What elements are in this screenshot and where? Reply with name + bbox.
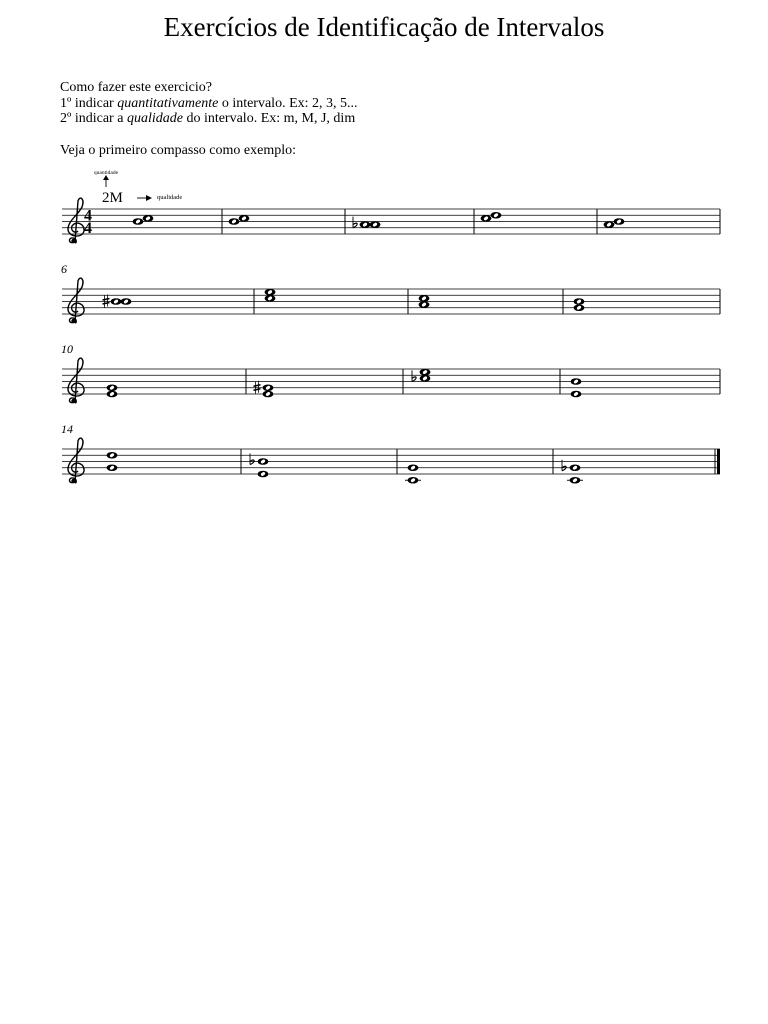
treble-clef-icon bbox=[68, 358, 84, 403]
page-title: Exercícios de Identificação de Intervalos bbox=[163, 12, 605, 42]
treble-clef-icon bbox=[68, 278, 84, 323]
staff-system bbox=[62, 369, 720, 394]
staff-system bbox=[62, 449, 720, 474]
whole-note bbox=[420, 375, 431, 382]
treble-clef-stroke bbox=[68, 358, 84, 403]
whole-note bbox=[107, 452, 118, 459]
whole-note bbox=[419, 295, 430, 302]
whole-note bbox=[614, 218, 625, 225]
treble-clef-dot bbox=[71, 319, 75, 323]
treble-clef-icon bbox=[68, 198, 84, 243]
whole-note bbox=[265, 289, 276, 296]
whole-note bbox=[570, 464, 581, 471]
whole-note bbox=[265, 295, 276, 302]
treble-clef-stroke bbox=[68, 438, 84, 483]
sharp-icon bbox=[254, 381, 261, 394]
whole-note bbox=[408, 464, 419, 471]
whole-note bbox=[360, 221, 371, 228]
whole-note bbox=[574, 298, 585, 305]
whole-note bbox=[571, 391, 582, 398]
annotation-quantity: quantidade bbox=[93, 170, 119, 176]
measure-number: 14 bbox=[61, 422, 73, 436]
whole-note bbox=[574, 304, 585, 311]
instructions-question: Como fazer este exercicio? bbox=[60, 80, 212, 95]
flat-bowl bbox=[353, 223, 357, 228]
flat-bowl bbox=[250, 460, 254, 465]
whole-note bbox=[239, 215, 250, 222]
measure-number: 6 bbox=[61, 262, 67, 276]
sharp-icon bbox=[103, 295, 110, 308]
time-signature-denominator: 4 bbox=[84, 220, 92, 237]
flat-icon bbox=[412, 370, 416, 381]
whole-note bbox=[258, 471, 269, 478]
flat-bowl bbox=[412, 377, 416, 382]
whole-note bbox=[133, 218, 144, 225]
whole-note bbox=[258, 458, 269, 465]
whole-note bbox=[263, 384, 274, 391]
flat-icon bbox=[353, 217, 357, 228]
annotation-quality: qualidade bbox=[157, 194, 183, 201]
sharp-bar bbox=[103, 303, 110, 305]
whole-note bbox=[370, 221, 381, 228]
step-1-prefix: 1º indicar bbox=[60, 95, 118, 111]
whole-note bbox=[121, 298, 132, 305]
whole-note bbox=[107, 384, 118, 391]
whole-note bbox=[419, 301, 430, 308]
treble-clef-stroke bbox=[68, 278, 84, 323]
whole-note bbox=[420, 369, 431, 376]
whole-note bbox=[570, 477, 581, 484]
whole-note bbox=[491, 212, 502, 219]
example-note: Veja o primeiro compasso como exemplo: bbox=[60, 143, 296, 158]
measure-number: 10 bbox=[61, 342, 73, 356]
whole-note bbox=[604, 221, 615, 228]
flat-bowl bbox=[562, 466, 566, 471]
example-answer: 2M bbox=[102, 190, 123, 206]
step-1-emphasis: quantitativamente bbox=[117, 95, 219, 111]
whole-note bbox=[263, 391, 274, 398]
treble-clef-stroke bbox=[68, 198, 84, 243]
whole-note bbox=[571, 378, 582, 385]
sharp-bar bbox=[103, 299, 110, 301]
whole-note bbox=[107, 391, 118, 398]
treble-clef-icon bbox=[68, 438, 84, 483]
step-2-prefix: 2º indicar a bbox=[60, 111, 127, 126]
whole-note bbox=[229, 218, 240, 225]
whole-note bbox=[481, 215, 492, 222]
whole-note bbox=[111, 298, 122, 305]
staff-system bbox=[62, 289, 720, 314]
treble-clef-dot bbox=[71, 239, 75, 243]
step-1-suffix: o intervalo. Ex: 2, 3, 5... bbox=[218, 95, 358, 111]
time-signature-numerator: 4 bbox=[84, 207, 92, 225]
arrow-right-icon bbox=[146, 195, 152, 201]
whole-note bbox=[107, 464, 118, 471]
treble-clef-dot bbox=[71, 479, 75, 483]
step-2-emphasis: qualidade bbox=[126, 111, 183, 126]
step-2-suffix: do intervalo. Ex: m, M, J, dim bbox=[182, 111, 356, 126]
sharp-bar bbox=[254, 385, 261, 387]
whole-note bbox=[143, 215, 154, 222]
treble-clef-dot bbox=[71, 399, 75, 403]
sharp-bar bbox=[254, 389, 261, 391]
whole-note bbox=[408, 477, 419, 484]
